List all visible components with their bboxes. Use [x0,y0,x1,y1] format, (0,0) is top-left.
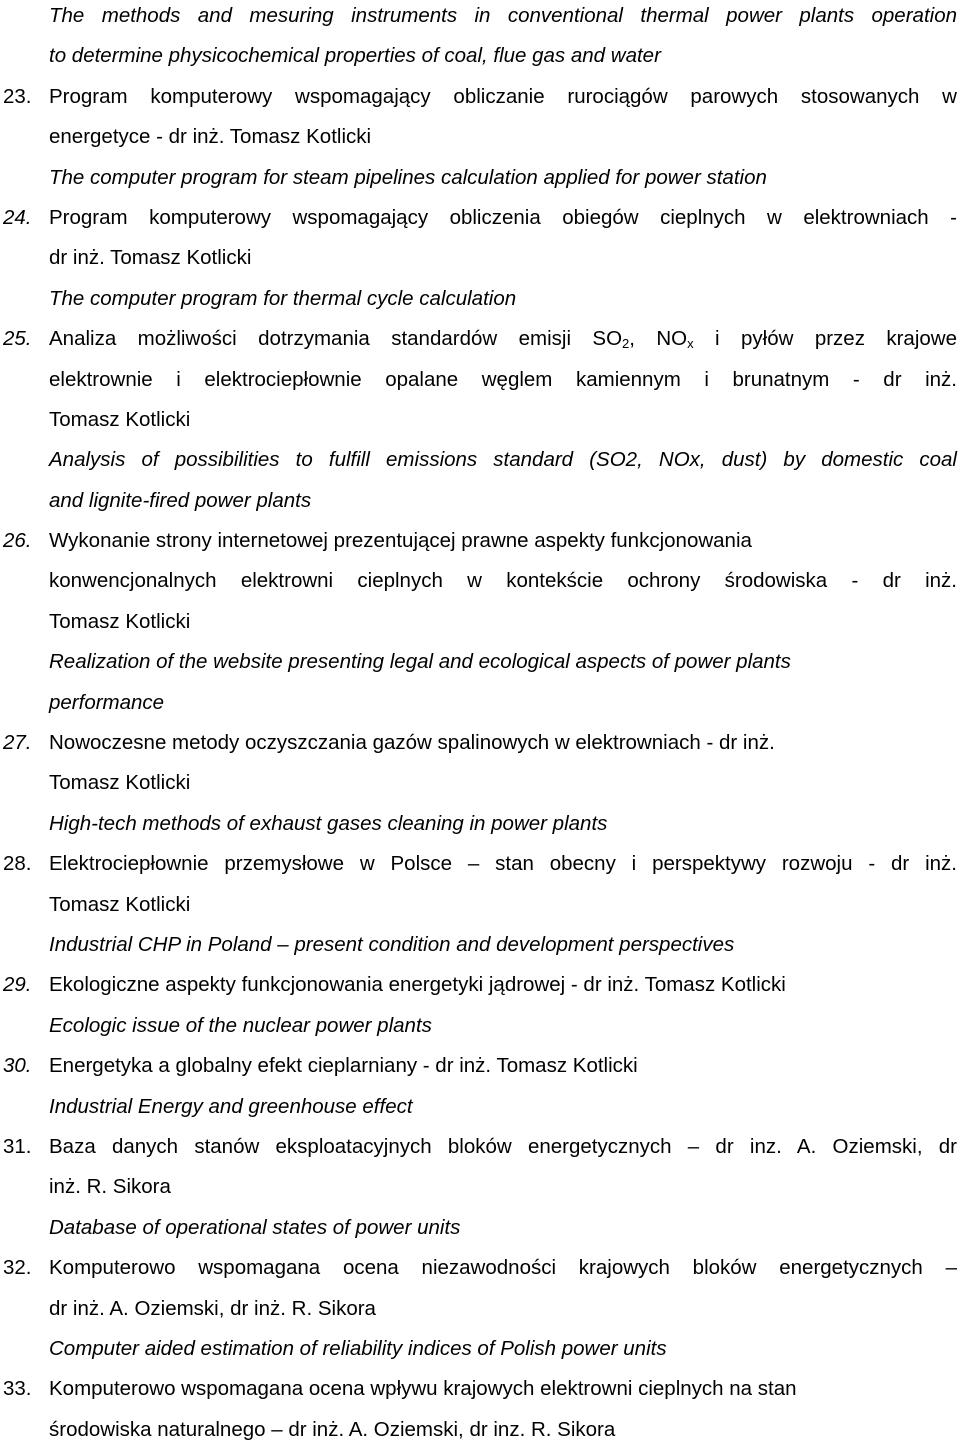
list-item-32-author [0,1289,960,1329]
list-item-31 [0,1127,960,1167]
list-item-26-cont [0,561,960,601]
item-english-title: Industrial CHP in Poland – present condition and development perspectives [49,932,735,956]
list-item-23-english [0,158,960,198]
list-item-23 [0,77,960,117]
list-item-26-english [0,642,960,682]
list-item-25-author [0,400,960,440]
list-item-26-english-cont [0,683,960,723]
item-author: Tomasz Kotlicki [49,771,191,795]
item-polish-title: Elektrociepłownie przemysłowe w Polsce – stan obecny i perspektywy rozwoju - dr inż. [49,852,957,876]
item-english-title: Computer aided estimation of reliability indices of Polish power units [49,1336,667,1360]
list-item-24 [0,198,960,238]
line-text: to determine physicochemical properties of coal, flue gas and water [49,44,661,68]
list-item-30 [0,1046,960,1086]
item-number: 27. [3,731,32,755]
list-item-32-english [0,1329,960,1369]
item-english-title: Industrial Energy and greenhouse effect [49,1094,413,1118]
list-item-29-english [0,1006,960,1046]
line-text: The methods and mesuring instruments in conventional thermal power plants operation [49,4,957,27]
list-item-25-cont [0,360,960,400]
item-polish-title: Ekologiczne aspekty funkcjonowania energetyki jądrowej - dr inż. Tomasz Kotlicki [49,973,786,997]
list-item-24-cont [0,238,960,278]
list-item-26-author [0,602,960,642]
list-item-28-author [0,885,960,925]
item-number: 30. [3,1054,32,1078]
item-english-title: The computer program for steam pipelines calculation applied for power station [49,165,767,189]
list-item-23-cont [0,117,960,157]
item-polish-title: Program komputerowy wspomagający obliczenia obiegów cieplnych w elektrowniach - [49,205,957,229]
item-number: 26. [3,529,32,553]
item-english-title-cont: and lignite-fired power plants [49,488,312,512]
item-english-title: Database of operational states of power units [49,1215,461,1239]
list-item-27-author [0,763,960,803]
list-item-25-english-cont [0,481,960,521]
list-item-30-english [0,1087,960,1127]
list-item-33-cont [0,1410,960,1450]
item-polish-title-cont: elektrownie i elektrociepłownie opalane węglem kamiennym i brunatnym - dr inż. [49,367,957,391]
item-author: Tomasz Kotlicki [49,892,191,916]
list-item-33 [0,1369,960,1409]
item-polish-title-cont: środowiska naturalnego – dr inż. A. Oziemski, dr inz. R. Sikora [49,1417,616,1441]
list-item-31-english [0,1208,960,1248]
item-english-title: High-tech methods of exhaust gases cleaning in power plants [49,811,608,835]
item-english-title: Analysis of possibilities to fulfill emissions standard (SO2, NOx, dust) by domestic coal [49,448,957,472]
title-part: Analiza możliwości dotrzymania standardów emisji SO [49,327,623,351]
list-item-28-english [0,925,960,965]
item-author: energetyce - dr inż. Tomasz Kotlicki [49,125,372,149]
item-english-title: The computer program for thermal cycle calculation [49,286,517,310]
item-author: Tomasz Kotlicki [49,609,191,633]
item-author: inż. R. Sikora [49,1175,171,1199]
item-english-title: Ecologic issue of the nuclear power plants [49,1013,432,1037]
item-number: 23. [3,84,32,108]
item-polish-title: Komputerowo wspomagana ocena niezawodności krajowych bloków energetycznych – [49,1256,957,1280]
item-author: dr inż. Tomasz Kotlicki [49,246,252,270]
item-polish-title-cont: konwencjonalnych elektrowni cieplnych w kontekście ochrony środowiska - dr inż. [49,569,957,593]
list-item-25 [0,319,960,359]
item-english-title: Realization of the website presenting legal and ecological aspects of power plants [49,650,791,674]
item-polish-title: Komputerowo wspomagana ocena wpływu krajowych elektrowni cieplnych na stan [49,1377,797,1401]
item-number: 31. [3,1134,32,1158]
list-item-27-english [0,804,960,844]
list-item-32 [0,1248,960,1288]
item-polish-title: Nowoczesne metody oczyszczania gazów spalinowych w elektrowniach - dr inż. [49,731,775,755]
subscript-2: 2 [622,336,630,352]
subscript-x: x [687,336,694,352]
item-number: 33. [3,1377,32,1401]
item-number: 29. [3,973,32,997]
list-item-24-english [0,279,960,319]
item-polish-title [49,319,957,359]
list-item-26 [0,521,960,561]
title-part: i pyłów przez krajowe [693,327,957,351]
list-item-27 [0,723,960,763]
item-author: dr inż. A. Oziemski, dr inż. R. Sikora [49,1296,376,1320]
title-part: , NO [629,327,688,351]
item-number: 32. [3,1256,32,1280]
list-item-28 [0,844,960,884]
item-polish-title: Wykonanie strony internetowej prezentującej prawne aspekty funkcjonowania [49,529,752,553]
item-number: 28. [3,852,32,876]
item-number: 25. [3,327,32,351]
item-polish-title: Energetyka a globalny efekt cieplarniany - dr inż. Tomasz Kotlicki [49,1054,638,1078]
list-item-29 [0,965,960,1005]
item-english-title-cont: performance [49,690,165,714]
list-item-25-english [0,440,960,480]
item-22-english-title-cont [0,36,960,76]
list-item-31-author [0,1167,960,1207]
item-polish-title: Baza danych stanów eksploatacyjnych bloków energetycznych – dr inz. A. Oziemski, dr [49,1134,957,1158]
item-number: 24. [3,205,32,229]
item-polish-title: Program komputerowy wspomagający obliczanie rurociągów parowych stosowanych w [49,84,957,108]
item-author: Tomasz Kotlicki [49,407,191,431]
item-22-english-title [0,0,960,36]
